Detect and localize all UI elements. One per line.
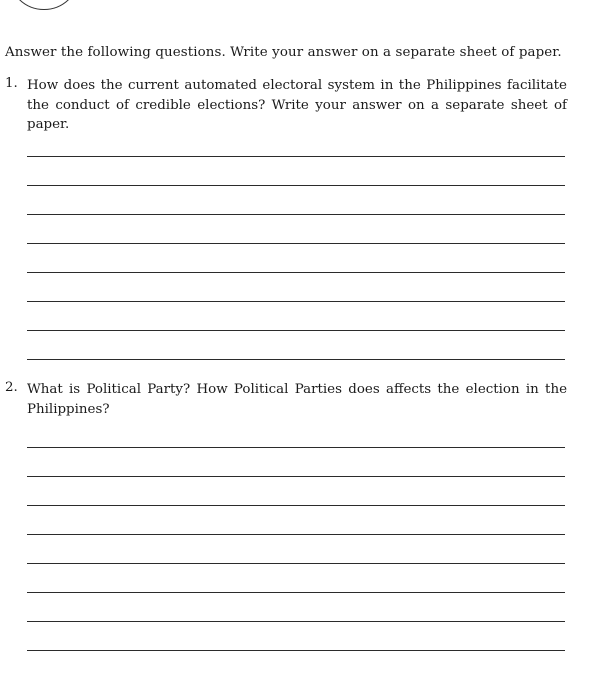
answer-line [27, 330, 565, 331]
answer-line [27, 185, 565, 186]
answer-line [27, 272, 565, 273]
answer-line [27, 214, 565, 215]
answer-line [27, 650, 565, 651]
question-1-number: 1. [5, 76, 18, 91]
decorative-circle [8, 0, 80, 10]
answer-line [27, 621, 565, 622]
question-2-number: 2. [5, 380, 18, 395]
answer-line [27, 505, 565, 506]
answer-line [27, 301, 565, 302]
answer-line [27, 476, 565, 477]
answer-line [27, 156, 565, 157]
answer-line [27, 563, 565, 564]
answer-line [27, 359, 565, 360]
question-2-text: What is Political Party? How Political Parties does affects the election in the Philippines? [27, 382, 567, 417]
answer-line [27, 243, 565, 244]
question-1-text: How does the current automated electoral system in the Philippines facilitate the conduct of credible elections? Write your answer on a separate sheet of paper. [27, 78, 567, 132]
answer-line [27, 592, 565, 593]
answer-line [27, 534, 565, 535]
instructions-text: Answer the following questions. Write your answer on a separate sheet of paper. [5, 45, 562, 60]
answer-line [27, 447, 565, 448]
